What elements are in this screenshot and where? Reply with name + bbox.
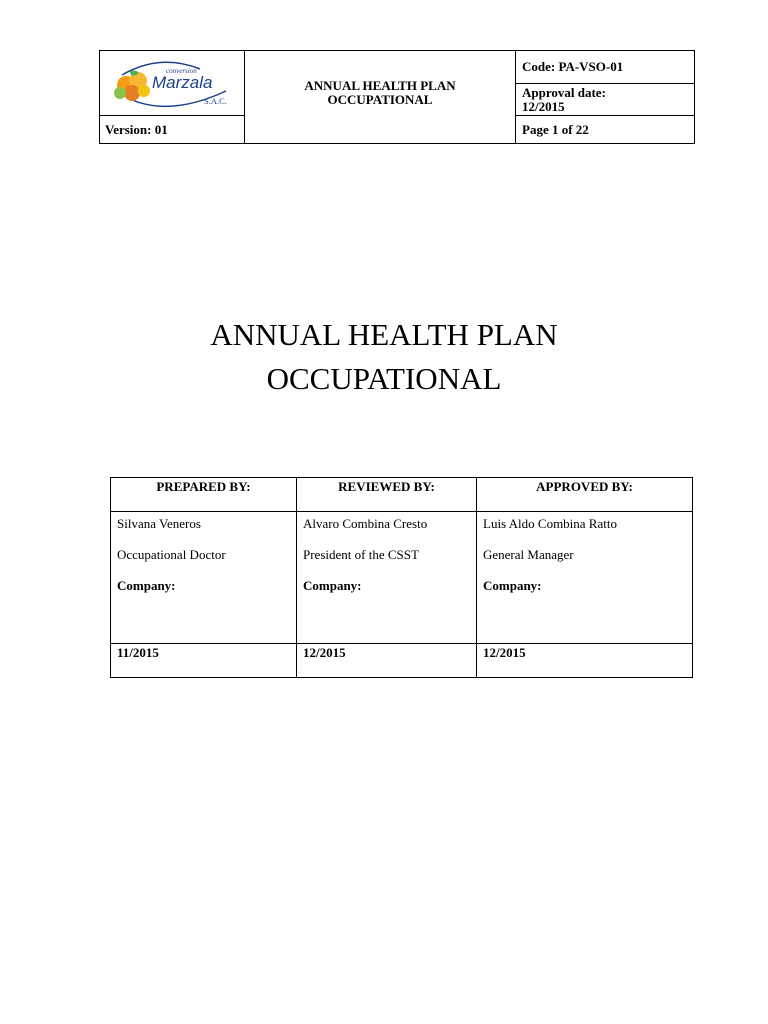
reviewed-date: 12/2015	[297, 644, 477, 678]
header-title-cell	[245, 51, 516, 144]
header-title-line2: OCCUPATIONAL	[327, 92, 433, 107]
signer-name: Silvana Veneros	[117, 516, 201, 531]
company-label: Company:	[303, 578, 362, 593]
logo-small-text: conversion	[166, 67, 197, 75]
company-label: Company:	[483, 578, 542, 593]
signer-role: Occupational Doctor	[117, 547, 226, 562]
page-cell	[516, 116, 695, 144]
document-title	[0, 313, 768, 401]
logo-cell	[100, 51, 245, 116]
page-number: Page 1 of 22	[522, 121, 589, 137]
prepared-date: 11/2015	[111, 644, 297, 678]
approved-by-cell	[477, 512, 693, 644]
code-cell	[516, 51, 695, 84]
document-title-line2: OCCUPATIONAL	[266, 361, 502, 396]
header-title-line1: ANNUAL HEALTH PLAN	[304, 78, 456, 93]
approved-date: 12/2015	[477, 644, 693, 678]
signer-name: Alvaro Combina Cresto	[303, 516, 428, 531]
logo-suffix: S.A.C.	[204, 96, 227, 106]
version-cell	[100, 116, 245, 144]
signer-role: President of the CSST	[303, 547, 419, 562]
document-code: Code: PA-VSO-01	[522, 59, 624, 74]
signer-name: Luis Aldo Combina Ratto	[483, 516, 617, 531]
version: Version: 01	[105, 121, 168, 137]
document-header	[99, 50, 695, 144]
signature-table	[110, 477, 693, 678]
reviewed-by-header: REVIEWED BY:	[297, 478, 477, 512]
approval-label: Approval date:	[522, 84, 606, 100]
approval-date: 12/2015	[522, 98, 565, 114]
company-logo	[100, 51, 244, 115]
document-title-line1: ANNUAL HEALTH PLAN	[210, 317, 558, 352]
prepared-by-cell	[111, 512, 297, 644]
prepared-by-header: PREPARED BY:	[111, 478, 297, 512]
approval-cell	[516, 84, 695, 116]
approved-by-header: APPROVED BY:	[477, 478, 693, 512]
logo-text: Marzala	[152, 73, 213, 92]
reviewed-by-cell	[297, 512, 477, 644]
company-label: Company:	[117, 578, 176, 593]
signer-role: General Manager	[483, 547, 574, 562]
